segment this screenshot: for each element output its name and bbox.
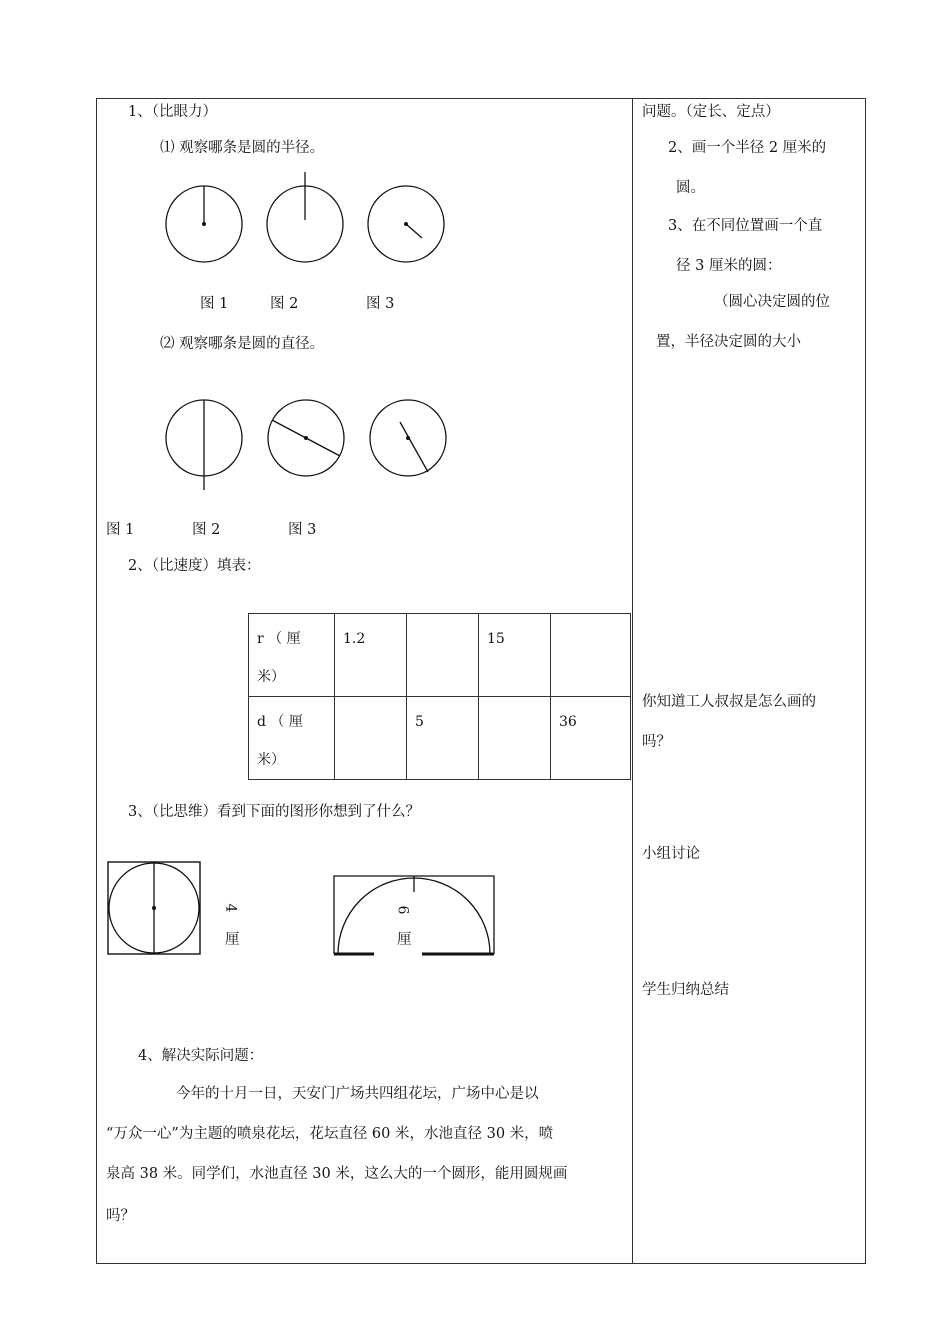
radius-line-3 [406, 224, 422, 238]
figure-a-number: 4 [222, 903, 239, 913]
right-note-5a: 你知道工人叔叔是怎么画的 [642, 694, 816, 710]
section4-paragraph-line2: “万众一心”为主题的喷泉花坛，花坛直径 60 米，水池直径 30 米，喷 [106, 1126, 554, 1142]
section1-title: 1、（比眼力） [128, 104, 217, 120]
table-cell[interactable]: 15 [479, 614, 551, 697]
right-note-3a: 3、在不同位置画一个直 [668, 218, 823, 234]
diameter-figures [160, 392, 460, 492]
right-note-1: 问题。（定长、定点） [642, 104, 780, 120]
figure-b-unit: 厘 [397, 932, 412, 948]
right-note-4a: （圆心决定圆的位 [714, 294, 830, 310]
section3-title: 3、（比思维）看到下面的图形你想到了什么？ [128, 804, 420, 820]
right-note-7: 学生归纳总结 [642, 982, 729, 998]
diameter-label-2: 图 2 [192, 522, 221, 538]
diameter-label-1: 图 1 [106, 522, 135, 538]
table-cell[interactable] [407, 614, 479, 697]
radius-figures [160, 170, 460, 270]
radius-label-2: 图 2 [270, 296, 299, 312]
table-row-head: r （ 厘 米） [249, 614, 335, 697]
right-note-2a: 2、画一个半径 2 厘米的 [668, 140, 827, 156]
table-cell[interactable]: 5 [407, 697, 479, 780]
section2-title: 2、（比速度）填表： [128, 558, 261, 574]
section1-question1: ⑴ 观察哪条是圆的半径。 [160, 140, 325, 156]
section4-title: 4、解决实际问题： [138, 1048, 264, 1064]
diameter-label-3: 图 3 [288, 522, 317, 538]
right-note-2b: 圆。 [676, 180, 705, 196]
radius-label-3: 图 3 [366, 296, 395, 312]
right-note-6: 小组讨论 [642, 846, 700, 862]
right-note-5b: 吗？ [642, 734, 671, 750]
fill-table [248, 613, 631, 780]
table-cell[interactable]: 1.2 [335, 614, 407, 697]
right-note-3b: 径 3 厘米的圆： [676, 258, 782, 274]
table-row [249, 614, 631, 697]
table-cell[interactable] [335, 697, 407, 780]
radius-label-1: 图 1 [200, 296, 229, 312]
section4-paragraph-line4: 吗？ [106, 1208, 135, 1224]
section1-question2: ⑵ 观察哪条是圆的直径。 [160, 336, 325, 352]
section4-paragraph-line3: 泉高 38 米。同学们，水池直径 30 米，这么大的一个圆形，能用圆规画 [106, 1166, 568, 1182]
right-note-4b: 置，半径决定圆的大小 [656, 334, 801, 350]
section4-paragraph-line1: 今年的十月一日，天安门广场共四组花坛，广场中心是以 [176, 1086, 539, 1102]
table-row [249, 697, 631, 780]
circle-in-square-figure [106, 860, 206, 960]
table-row-head: d （ 厘 米） [249, 697, 335, 780]
table-cell[interactable]: 36 [551, 697, 631, 780]
figure-a-unit: 厘 [225, 932, 240, 948]
figure-b-number: 6 [394, 905, 411, 915]
table-cell[interactable] [479, 697, 551, 780]
semicircle-figure [332, 874, 502, 958]
table-cell[interactable] [551, 614, 631, 697]
column-divider [632, 98, 633, 1264]
diameter-line-3 [400, 422, 428, 472]
